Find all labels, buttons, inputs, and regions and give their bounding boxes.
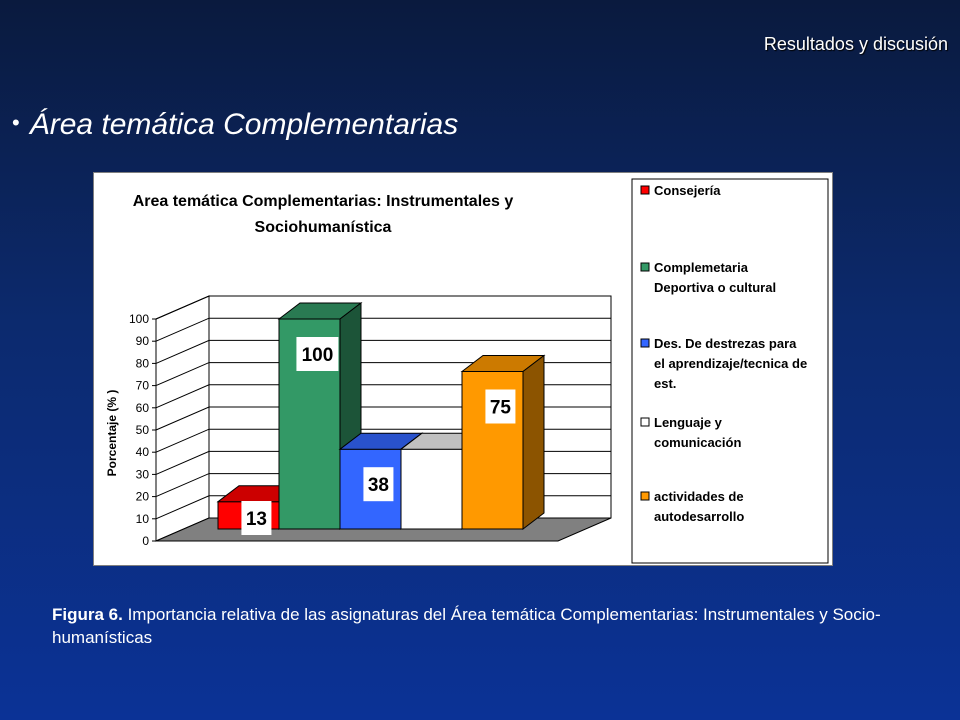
data-label: 75 [489,397,512,419]
bullet-icon: • [12,110,20,135]
y-tick-label: 70 [135,378,149,393]
legend-label: Complemetaria [654,260,748,275]
chart-title-line: Area temática Complementarias: Instrumentales y [132,193,514,210]
legend-label: autodesarrollo [654,509,745,524]
y-tick-label: 100 [128,312,149,326]
bar-side [523,356,544,530]
legend-label: actividades de [654,489,744,504]
data-label: 38 [367,475,390,497]
slide-heading-text: Área temática Complementarias [29,108,459,141]
caption-label: Figura 6. [52,605,123,624]
chart-legend [632,179,828,563]
data-label: 100 [301,345,334,366]
y-axis-label: Porcentaje (% ) [105,389,119,477]
bar-chart [93,172,833,566]
y-tick-label: 0 [142,534,149,548]
legend-swatch [641,492,649,500]
legend-box [632,179,828,563]
y-tick-label: 10 [135,511,149,526]
data-label: 13 [245,509,268,530]
legend-swatch [641,339,649,347]
chart-title-line: Sociohumanística [254,219,392,236]
chart-svg [94,173,832,565]
y-tick-label: 90 [135,334,149,349]
y-tick-label: 60 [135,400,149,415]
y-tick-label: 40 [135,445,149,460]
legend-label: Deportiva o cultural [654,280,777,295]
caption-text: Importancia relativa de las asignaturas del Área temática Complementarias: Instrumentales y Socio-humanísticas [52,605,881,647]
y-tick-label: 50 [135,423,149,437]
bar [401,449,462,529]
slide-heading [12,108,458,142]
bar-group [462,356,544,530]
legend-label: est. [654,376,677,391]
y-tick-label: 30 [135,467,149,482]
figure-caption [52,603,912,649]
legend-label: Consejería [654,183,721,198]
legend-swatch [641,186,649,194]
legend-swatch [641,418,649,426]
y-tick-label: 80 [135,356,149,371]
legend-swatch [641,263,649,271]
legend-label: Des. De destrezas para [654,336,797,351]
legend-label: el aprendizaje/tecnica de [654,356,808,371]
slide-section-title: Resultados y discusión [763,34,948,54]
legend-label: Lenguaje y [654,415,722,430]
y-tick-label: 20 [135,489,149,504]
legend-label: comunicación [654,435,742,450]
